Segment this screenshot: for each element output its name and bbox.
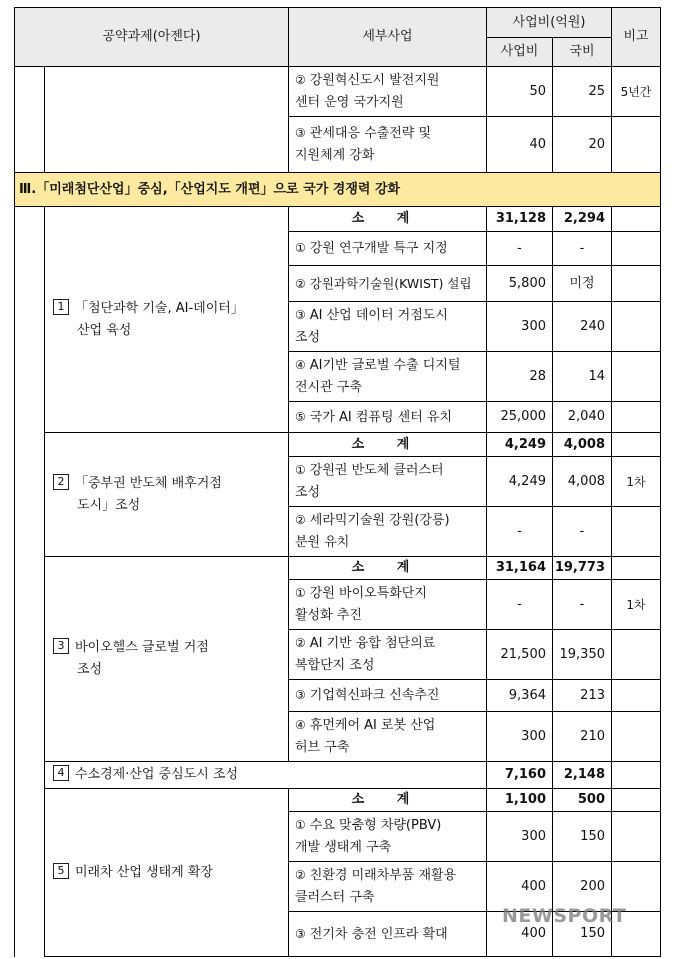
subtotal-label: 소 계 [289, 557, 487, 580]
total-cell: - [487, 232, 553, 266]
detail-line: 강원 연구개발 특구 지정 [309, 241, 448, 256]
header-agenda: 공약과제(아젠다) [15, 8, 289, 67]
circled-number: ⑤ [295, 409, 306, 424]
total-cell: 25,000 [487, 402, 553, 433]
agenda-title: 산업 육성 [77, 322, 132, 338]
detail-line: 분원 유치 [295, 535, 350, 550]
detail-line: 수요 맞춤형 차량(PBV) [309, 818, 442, 833]
circled-number: ③ [295, 126, 306, 140]
header-national: 국비 [553, 38, 612, 67]
national-cell: 200 [553, 862, 612, 912]
subtotal-row [15, 789, 661, 812]
detail-cell [289, 630, 487, 680]
detail-line: 강원권 반도체 클러스터 [309, 463, 444, 478]
circled-number: ① [295, 241, 306, 255]
circled-number: ① [295, 586, 306, 600]
detail-line: 세라믹기술원 강원(강릉) [309, 513, 450, 528]
newsport-watermark: NEWSPORT [502, 905, 627, 927]
note-cell [612, 812, 661, 862]
detail-line: 친환경 미래차부품 재활용 [309, 868, 457, 883]
detail-cell [289, 67, 487, 117]
agenda-number-box: 2 [53, 474, 69, 490]
note-cell [612, 507, 661, 557]
subtotal-national: 500 [553, 789, 612, 812]
national-cell: - [553, 507, 612, 557]
total-cell: 400 [487, 862, 553, 912]
subtotal-row [15, 557, 661, 580]
note-cell: 5년간 [612, 67, 661, 117]
note-cell [612, 433, 661, 457]
note-cell [612, 712, 661, 762]
total-cell: 9,364 [487, 680, 553, 712]
note-cell [612, 302, 661, 352]
subtotal-total: 31,164 [487, 557, 553, 580]
note-cell: 1차 [612, 457, 661, 507]
note-cell [612, 402, 661, 433]
subtotal-national: 2,294 [553, 207, 612, 232]
total-cell: 4,249 [487, 457, 553, 507]
total-cell: 7,160 [487, 762, 553, 789]
detail-line: 센터 운영 국가지원 [295, 95, 404, 110]
agenda-title: 수소경제·산업 중심도시 조성 [75, 767, 239, 782]
national-cell: 210 [553, 712, 612, 762]
detail-cell [289, 712, 487, 762]
detail-cell [289, 507, 487, 557]
section-title: Ⅲ.「미래첨단산업」중심,「산업지도 개편」으로 국가 경쟁력 강화 [15, 173, 661, 207]
subtotal-row [15, 433, 661, 457]
detail-cell [289, 912, 487, 957]
section-row [15, 173, 661, 207]
agenda-title: 도시」조성 [77, 497, 141, 513]
agenda-title: 미래차 산업 생태계 확장 [75, 864, 213, 880]
total-cell: 300 [487, 302, 553, 352]
total-cell: - [487, 507, 553, 557]
national-cell: 240 [553, 302, 612, 352]
circled-number: ② [295, 276, 306, 291]
detail-cell [289, 457, 487, 507]
header-note: 비고 [612, 8, 661, 67]
detail-line: 허브 구축 [295, 740, 350, 755]
detail-cell [289, 862, 487, 912]
detail-line: 기업혁신파크 신속추진 [309, 688, 440, 703]
subtotal-total: 31,128 [487, 207, 553, 232]
national-cell: 150 [553, 912, 612, 957]
detail-line: 복합단지 조성 [295, 658, 375, 673]
subtotal-row [15, 207, 661, 232]
note-cell [612, 762, 661, 789]
agenda-title: 조성 [77, 662, 103, 677]
header-row [15, 8, 661, 38]
detail-cell [289, 302, 487, 352]
circled-number: ③ [295, 688, 306, 702]
agenda-cell [45, 67, 289, 173]
note-cell [612, 680, 661, 712]
circled-number: ① [295, 818, 306, 832]
national-cell: 213 [553, 680, 612, 712]
national-cell: 25 [553, 67, 612, 117]
agenda-cell [45, 789, 289, 957]
agenda-number-box: 4 [53, 765, 69, 781]
circled-number: ③ [295, 308, 306, 322]
detail-cell [289, 402, 487, 433]
national-cell: 4,008 [553, 457, 612, 507]
circled-number: ② [295, 73, 306, 87]
total-cell: 50 [487, 67, 553, 117]
detail-cell [289, 812, 487, 862]
detail-line: 전시관 구축 [295, 380, 362, 395]
detail-line: 국가 AI 컴퓨팅 센터 유치 [309, 409, 453, 425]
subtotal-national: 4,008 [553, 433, 612, 457]
circled-number: ④ [295, 358, 306, 372]
detail-cell [289, 352, 487, 402]
detail-line: 조성 [295, 330, 321, 345]
note-cell [612, 630, 661, 680]
agenda-number-box: 1 [53, 299, 69, 315]
table-row [15, 67, 661, 117]
detail-line: 개발 생태계 구축 [295, 840, 392, 855]
indent-cell [15, 67, 45, 173]
detail-line: 클러스터 구축 [295, 890, 375, 905]
note-cell [612, 352, 661, 402]
detail-line: AI 산업 데이터 거점도시 [309, 308, 448, 323]
detail-cell [289, 680, 487, 712]
note-cell [612, 266, 661, 302]
header-detail: 세부사업 [289, 8, 487, 67]
subtotal-label: 소 계 [289, 433, 487, 457]
circled-number: ① [295, 463, 306, 477]
subtotal-total: 4,249 [487, 433, 553, 457]
agenda-cell [45, 557, 289, 762]
detail-cell [289, 580, 487, 630]
total-cell: 28 [487, 352, 553, 402]
note-cell [612, 117, 661, 173]
detail-line: AI기반 글로벌 수출 디지털 [309, 358, 461, 373]
national-cell: 150 [553, 812, 612, 862]
national-cell: - [553, 232, 612, 266]
subtotal-label: 소 계 [289, 207, 487, 232]
detail-line: 조성 [295, 485, 321, 500]
header-total: 사업비 [487, 38, 553, 67]
detail-line: 강원혁신도시 발전지원 [309, 73, 440, 88]
national-cell: 2,040 [553, 402, 612, 433]
detail-line: 활성화 추진 [295, 608, 362, 623]
national-cell: 20 [553, 117, 612, 173]
national-cell: 14 [553, 352, 612, 402]
total-cell: 400 [487, 912, 553, 957]
agenda-title: 「첨단과학 기술, AI-데이터」 [75, 300, 244, 316]
total-cell: 300 [487, 812, 553, 862]
detail-line: 강원과학기술원(KWIST) 설립 [309, 275, 472, 291]
note-cell [612, 862, 661, 912]
total-cell: 21,500 [487, 630, 553, 680]
subtotal-label: 소 계 [289, 789, 487, 812]
subtotal-national: 19,773 [553, 557, 612, 580]
detail-line: 전기차 충전 인프라 확대 [309, 926, 448, 942]
circled-number: ② [295, 636, 306, 650]
total-cell: - [487, 580, 553, 630]
national-cell: 19,350 [553, 630, 612, 680]
budget-table [14, 7, 661, 957]
detail-cell [289, 232, 487, 266]
note-cell [612, 557, 661, 580]
agenda-number-box: 5 [53, 863, 69, 879]
total-cell: 300 [487, 712, 553, 762]
national-cell: 미정 [553, 266, 612, 302]
header-budget: 사업비(억원) [487, 8, 612, 38]
detail-line: 휴먼케어 AI 로봇 산업 [309, 718, 436, 733]
detail-line: 강원 바이오특화단지 [309, 586, 427, 601]
agenda-number-box: 3 [53, 638, 69, 654]
note-cell [612, 789, 661, 812]
circled-number: ② [295, 513, 306, 527]
circled-number: ③ [295, 926, 306, 941]
agenda-title: 「중부권 반도체 배후거점 [75, 475, 222, 491]
national-cell: 2,148 [553, 762, 612, 789]
agenda-cell [45, 433, 289, 557]
agenda-cell [45, 762, 487, 789]
indent-cell [15, 207, 45, 957]
detail-line: 관세대응 수출전략 및 [309, 126, 432, 141]
table-row [15, 762, 661, 789]
circled-number: ② [295, 868, 306, 882]
note-cell [612, 232, 661, 266]
total-cell: 5,800 [487, 266, 553, 302]
agenda-title: 바이오헬스 글로벌 거점 [75, 640, 209, 655]
national-cell: - [553, 580, 612, 630]
note-cell: 1차 [612, 580, 661, 630]
detail-line: 지원체계 강화 [295, 148, 375, 163]
total-cell: 40 [487, 117, 553, 173]
subtotal-total: 1,100 [487, 789, 553, 812]
note-cell [612, 207, 661, 232]
circled-number: ④ [295, 718, 306, 732]
detail-cell [289, 117, 487, 173]
detail-cell [289, 266, 487, 302]
agenda-cell [45, 207, 289, 433]
detail-line: AI 기반 융합 첨단의료 [309, 636, 436, 651]
